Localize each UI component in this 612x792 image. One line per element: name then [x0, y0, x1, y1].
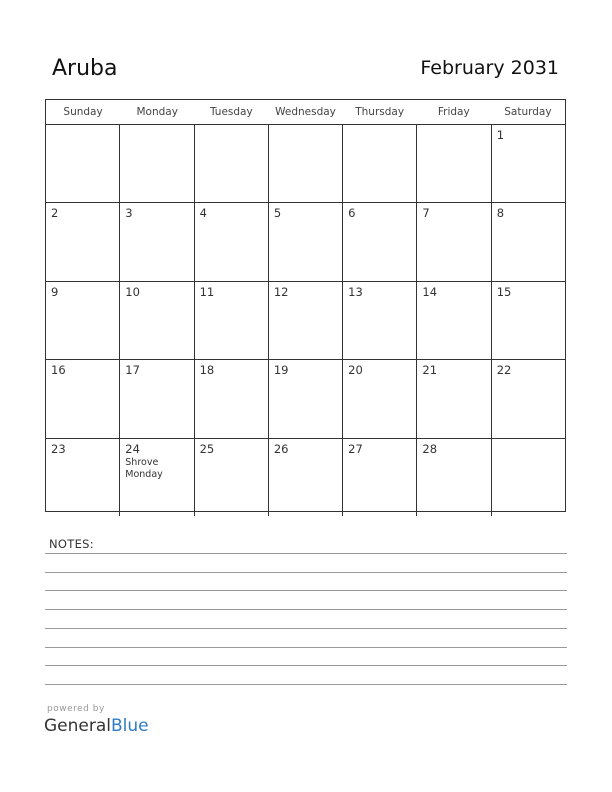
- day-cell: [343, 282, 417, 359]
- calendar-week: [46, 360, 565, 438]
- day-number: 27: [348, 441, 363, 456]
- calendar-week: [46, 439, 565, 516]
- day-cell: [46, 125, 120, 202]
- day-cell: [492, 439, 565, 516]
- day-cell: [492, 203, 565, 280]
- notes-line: [45, 684, 567, 685]
- day-cell: [417, 439, 491, 516]
- day-cell: [343, 439, 417, 516]
- day-cell: [120, 282, 194, 359]
- day-number: 8: [496, 206, 505, 221]
- day-number: 3: [125, 206, 133, 221]
- day-number: 20: [348, 363, 363, 378]
- day-number: 25: [199, 441, 215, 456]
- notes-line: [45, 647, 567, 648]
- day-cell: [120, 203, 194, 280]
- day-cell: [46, 439, 120, 516]
- notes-line: [45, 665, 567, 666]
- day-cell: [492, 360, 565, 437]
- day-number: 24: [125, 441, 140, 456]
- weekday-tuesday: Tuesday: [209, 106, 253, 118]
- day-cell: [343, 125, 417, 202]
- day-number: 21: [422, 363, 438, 378]
- month-year-title: February 2031: [420, 57, 559, 79]
- day-cell: [417, 125, 491, 202]
- calendar-grid: [45, 99, 566, 512]
- day-cell: [492, 125, 565, 202]
- day-cell: [195, 203, 269, 280]
- weekday-sunday: Sunday: [63, 106, 103, 118]
- day-number: 19: [273, 363, 289, 378]
- brand-blue: Blue: [111, 716, 149, 736]
- weekday-saturday: Saturday: [504, 106, 552, 118]
- day-number: 17: [125, 363, 140, 378]
- day-number: 7: [422, 206, 430, 221]
- day-cell: [46, 203, 120, 280]
- day-number: 18: [199, 363, 215, 378]
- day-cell: [120, 125, 194, 202]
- brand-general: General: [44, 716, 111, 736]
- notes-line: [45, 628, 567, 629]
- day-cell: [269, 203, 343, 280]
- day-number: 26: [273, 441, 289, 456]
- day-cell: [269, 125, 343, 202]
- day-cell: [195, 125, 269, 202]
- day-number: 4: [199, 206, 207, 221]
- weekday-monday: Monday: [136, 106, 178, 118]
- day-number: 16: [51, 363, 66, 378]
- day-cell: [195, 282, 269, 359]
- day-number: 14: [422, 284, 438, 299]
- calendar-week: [46, 282, 565, 360]
- day-number: 1: [496, 128, 505, 142]
- day-number: 15: [496, 284, 512, 299]
- day-cell: [269, 360, 343, 437]
- powered-by-text: powered by: [47, 704, 105, 714]
- day-number: 5: [273, 206, 282, 221]
- calendar-week: [46, 203, 565, 281]
- day-number: 10: [125, 284, 140, 299]
- country-title: Aruba: [52, 56, 118, 81]
- day-cell: [417, 360, 491, 437]
- day-cell: [417, 203, 491, 280]
- holiday-label: Shrove Monday: [125, 456, 163, 480]
- day-number: 22: [496, 363, 512, 378]
- notes-line: [45, 553, 567, 554]
- day-number: 13: [348, 284, 363, 299]
- day-cell: [492, 282, 565, 359]
- day-cell: [269, 282, 343, 359]
- weekday-header: [46, 100, 565, 125]
- day-number: 11: [199, 284, 215, 299]
- weekday-friday: Friday: [437, 106, 470, 118]
- day-cell: [46, 360, 120, 437]
- day-cell: [195, 360, 269, 437]
- day-number: 28: [422, 441, 438, 456]
- notes-line: [45, 609, 567, 610]
- day-number: 9: [51, 284, 59, 299]
- notes-line: [45, 572, 567, 573]
- notes-label: NOTES:: [49, 537, 94, 551]
- weekday-wednesday: Wednesday: [275, 106, 336, 118]
- day-number: 6: [348, 206, 356, 221]
- day-cell: [343, 360, 417, 437]
- day-cell: [120, 360, 194, 437]
- day-cell: [417, 282, 491, 359]
- day-cell: [120, 439, 194, 516]
- weekday-thursday: Thursday: [355, 106, 405, 118]
- day-number: 23: [51, 441, 66, 456]
- notes-line: [45, 590, 567, 591]
- day-number: 12: [273, 284, 289, 299]
- day-cell: [195, 439, 269, 516]
- day-cell: [343, 203, 417, 280]
- brand-logo: [44, 716, 149, 736]
- day-cell: [269, 439, 343, 516]
- calendar-week: [46, 125, 565, 203]
- day-cell: [46, 282, 120, 359]
- day-number: 2: [51, 206, 59, 221]
